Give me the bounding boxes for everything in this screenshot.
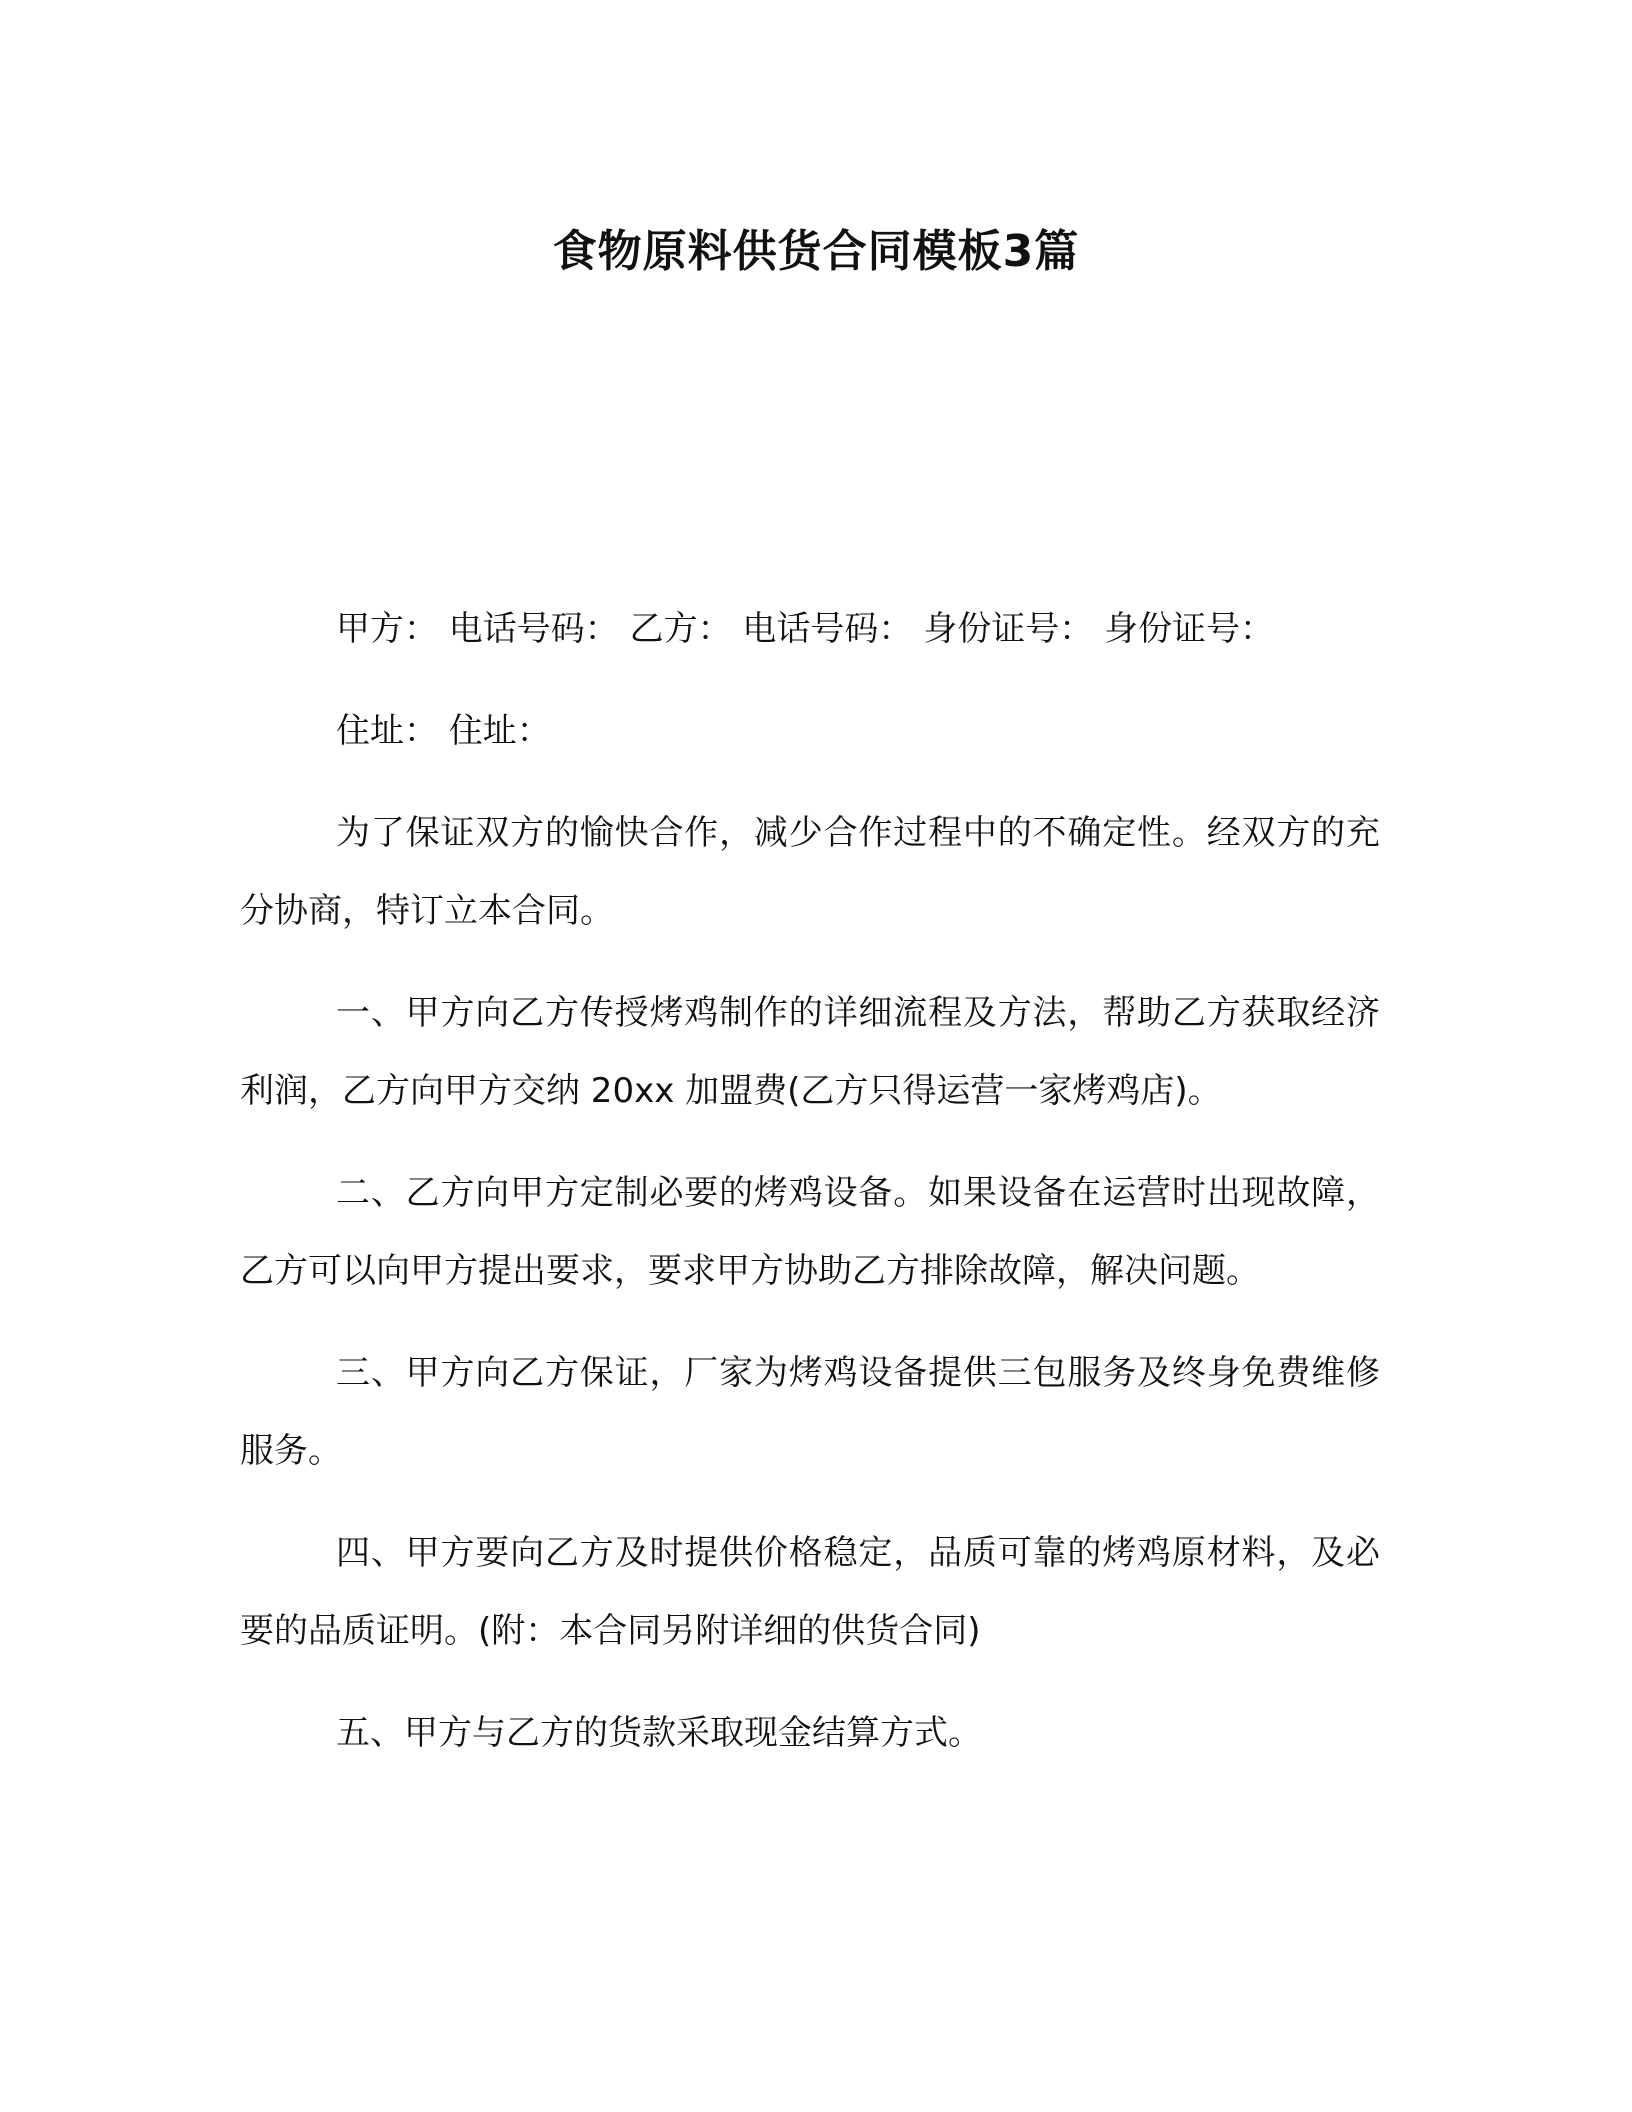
clause-2: 二、乙方向甲方定制必要的烤鸡设备。如果设备在运营时出现故障，乙方可以向甲方提出要求，要求甲方协助乙方排除故障，解决问题。 — [240, 1173, 1380, 1291]
address-line: 住址： 住址： — [336, 711, 551, 751]
document-body — [240, 590, 1380, 1796]
party-info-line: 甲方： 电话号码： 乙方： 电话号码： 身份证号： 身份证号： — [336, 609, 1275, 649]
document-title: 食物原料供货合同模板3篇 — [552, 226, 1080, 277]
paragraph-intro: 为了保证双方的愉快合作，减少合作过程中的不确定性。经双方的充分协商，特订立本合同。 — [240, 813, 1380, 931]
clause-4: 四、甲方要向乙方及时提供价格稳定，品质可靠的烤鸡原材料，及必要的品质证明。(附：本合同另附详细的供货合同) — [240, 1533, 1380, 1651]
clause-1: 一、甲方向乙方传授烤鸡制作的详细流程及方法，帮助乙方获取经济利润，乙方向甲方交纳 20xx 加盟费(乙方只得运营一家烤鸡店)。 — [240, 993, 1380, 1111]
clause-5: 五、甲方与乙方的货款采取现金结算方式。 — [336, 1713, 982, 1753]
clause-3: 三、甲方向乙方保证，厂家为烤鸡设备提供三包服务及终身免费维修服务。 — [240, 1353, 1380, 1471]
